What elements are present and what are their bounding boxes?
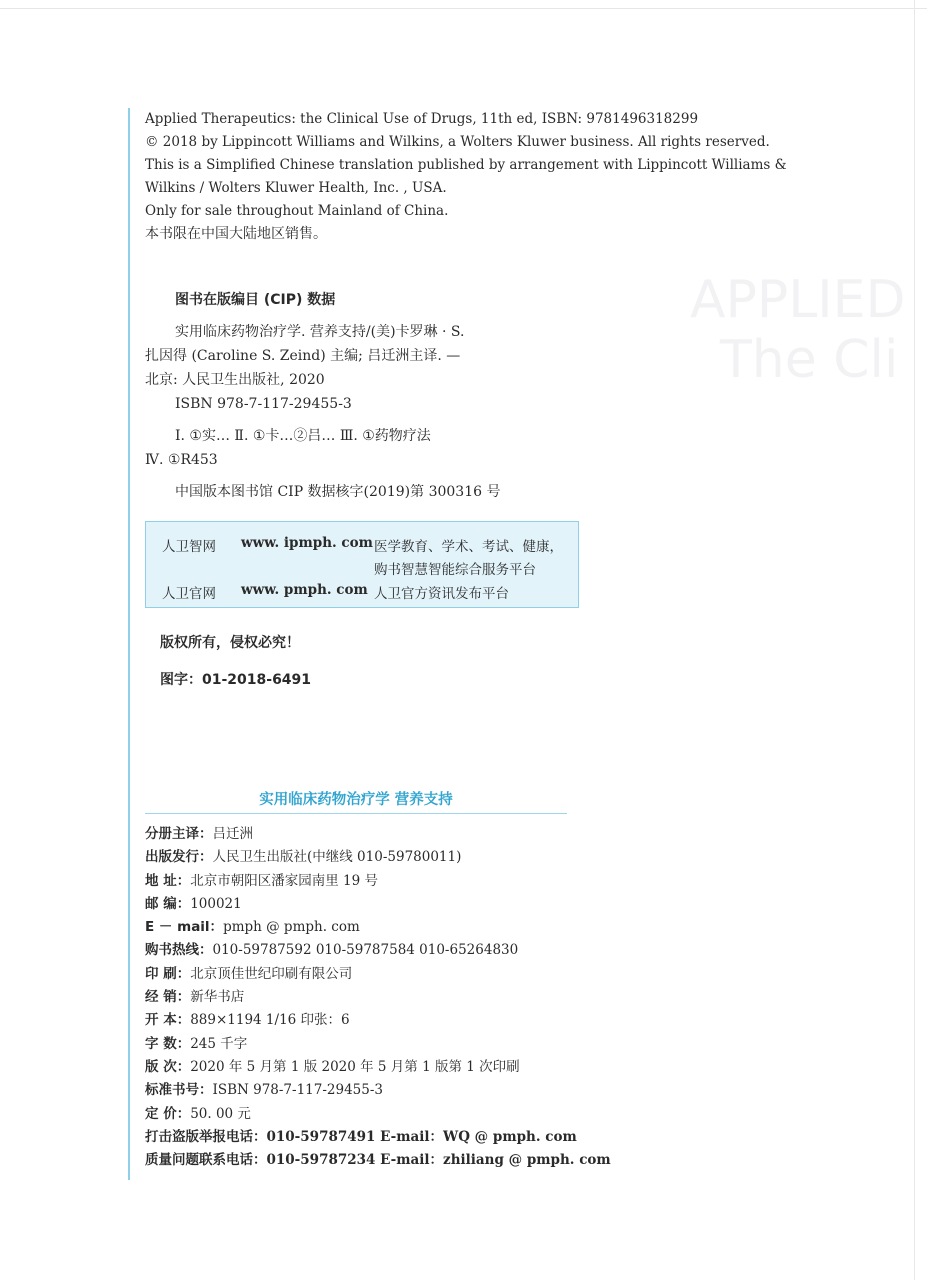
copyright-line: © 2018 by Lippincott Williams and Wilkins, a Wolters Kluwer business. All rights reserved.: [145, 134, 770, 150]
service-description: 购书智慧智能综合服务平台: [374, 562, 536, 578]
service-url[interactable]: [241, 535, 373, 551]
service-url-text[interactable]: www. ipmph. com: [241, 535, 373, 551]
info-row: [145, 939, 611, 962]
page-top-edge: [0, 0, 927, 9]
info-label: 质量问题联系电话：: [145, 1152, 267, 1169]
info-row: [145, 823, 611, 846]
info-row: [145, 916, 611, 939]
bleed-through-text: The Cli: [720, 330, 899, 390]
info-label: E － mail：: [145, 919, 224, 936]
info-row: [145, 893, 611, 916]
info-row: [145, 1103, 611, 1126]
publication-info: [145, 823, 611, 1172]
page-right-edge: [914, 0, 915, 1280]
info-value: 100021: [190, 895, 242, 912]
info-row: [145, 1079, 611, 1102]
info-value: 北京顶佳世纪印刷有限公司: [190, 965, 353, 982]
info-value: ISBN 978-7-117-29455-3: [212, 1082, 384, 1099]
cip-line: 实用临床药物治疗学. 营养支持/(美)卡罗琳 · S.: [175, 324, 465, 340]
service-url[interactable]: [241, 582, 368, 598]
service-url-text[interactable]: www. pmph. com: [241, 582, 368, 598]
info-label: 定 价：: [145, 1105, 191, 1122]
cip-heading: 图书在版编目 (CIP) 数据: [175, 292, 336, 308]
info-value: 人民卫生出版社(中继线 010-59780011): [212, 849, 462, 866]
info-value: 010-59787491 E-mail：WQ @ pmph. com: [266, 1128, 577, 1145]
info-value: 889×1194 1/16 印张：6: [190, 1012, 350, 1029]
rights-notice: 版权所有，侵权必究！: [160, 635, 300, 651]
info-value: 新华书店: [190, 989, 245, 1006]
cip-line: ISBN 978-7-117-29455-3: [175, 396, 352, 412]
cip-line: 北京: 人民卫生出版社, 2020: [145, 372, 325, 388]
info-label: 邮 编：: [145, 895, 191, 912]
bleed-through-text: APPLIED: [690, 270, 906, 330]
service-description: 人卫官方资讯发布平台: [374, 586, 509, 602]
info-label: 打击盗版举报电话：: [145, 1128, 267, 1145]
info-label: 经 销：: [145, 989, 191, 1006]
cip-line: 扎因得 (Caroline S. Zeind) 主编; 吕迁洲主译. —: [145, 348, 461, 364]
service-description: 医学教育、学术、考试、健康，: [374, 539, 563, 555]
info-label: 印 刷：: [145, 965, 191, 982]
info-label: 版 次：: [145, 1058, 191, 1075]
info-row: [145, 846, 611, 869]
info-label: 地 址：: [145, 872, 191, 889]
info-label: 分册主译：: [145, 826, 213, 842]
cip-line: Ⅰ. ①实… Ⅱ. ①卡…②吕… Ⅲ. ①药物疗法: [175, 428, 431, 444]
info-row: [145, 1033, 611, 1056]
copyright-notice: [145, 108, 787, 246]
copyright-line: Applied Therapeutics: the Clinical Use of Drugs, 11th ed, ISBN: 9781496318299: [145, 111, 699, 127]
info-value: 50. 00 元: [190, 1105, 251, 1122]
info-value: 010-59787592 010-59787584 010-65264830: [212, 942, 519, 959]
info-value: 010-59787234 E-mail：zhiliang @ pmph. com: [266, 1152, 611, 1169]
copyright-line: Only for sale throughout Mainland of China.: [145, 203, 449, 219]
cip-line: 中国版本图书馆 CIP 数据核字(2019)第 300316 号: [175, 484, 501, 500]
copyright-line: 本书限在中国大陆地区销售。: [145, 226, 327, 242]
service-name: 人卫官网: [162, 586, 216, 602]
info-value: pmph @ pmph. com: [223, 919, 360, 936]
service-name: 人卫智网: [162, 539, 216, 555]
info-value: 北京市朝阳区潘家园南里 19 号: [190, 872, 378, 889]
info-row: [145, 1126, 611, 1149]
info-row: [145, 1149, 611, 1172]
margin-rule: [128, 108, 130, 1180]
book-title: 实用临床药物治疗学 营养支持: [259, 792, 453, 808]
info-label: 购书热线：: [145, 942, 213, 959]
info-value: 2020 年 5 月第 1 版 2020 年 5 月第 1 版第 1 次印刷: [190, 1058, 520, 1075]
copyright-line: Wilkins / Wolters Kluwer Health, Inc. , USA.: [145, 180, 447, 196]
info-row: [145, 870, 611, 893]
title-rule: [145, 813, 567, 814]
info-label: 标准书号：: [145, 1082, 213, 1099]
info-row: [145, 1056, 611, 1079]
copyright-line: This is a Simplified Chinese translation published by arrangement with Lippincott Williams &: [145, 157, 787, 173]
info-value: 吕迁洲: [212, 826, 253, 842]
cip-line: Ⅳ. ①R453: [145, 452, 218, 468]
info-value: 245 千字: [190, 1035, 248, 1052]
info-row: [145, 1009, 611, 1032]
info-row: [145, 986, 611, 1009]
info-label: 出版发行：: [145, 849, 213, 866]
service-info-box: [145, 521, 579, 608]
registration-number: 图字：01-2018-6491: [160, 672, 312, 688]
cip-data: [145, 320, 500, 504]
info-row: [145, 963, 611, 986]
info-label: 字 数：: [145, 1035, 191, 1052]
info-label: 开 本：: [145, 1012, 191, 1029]
